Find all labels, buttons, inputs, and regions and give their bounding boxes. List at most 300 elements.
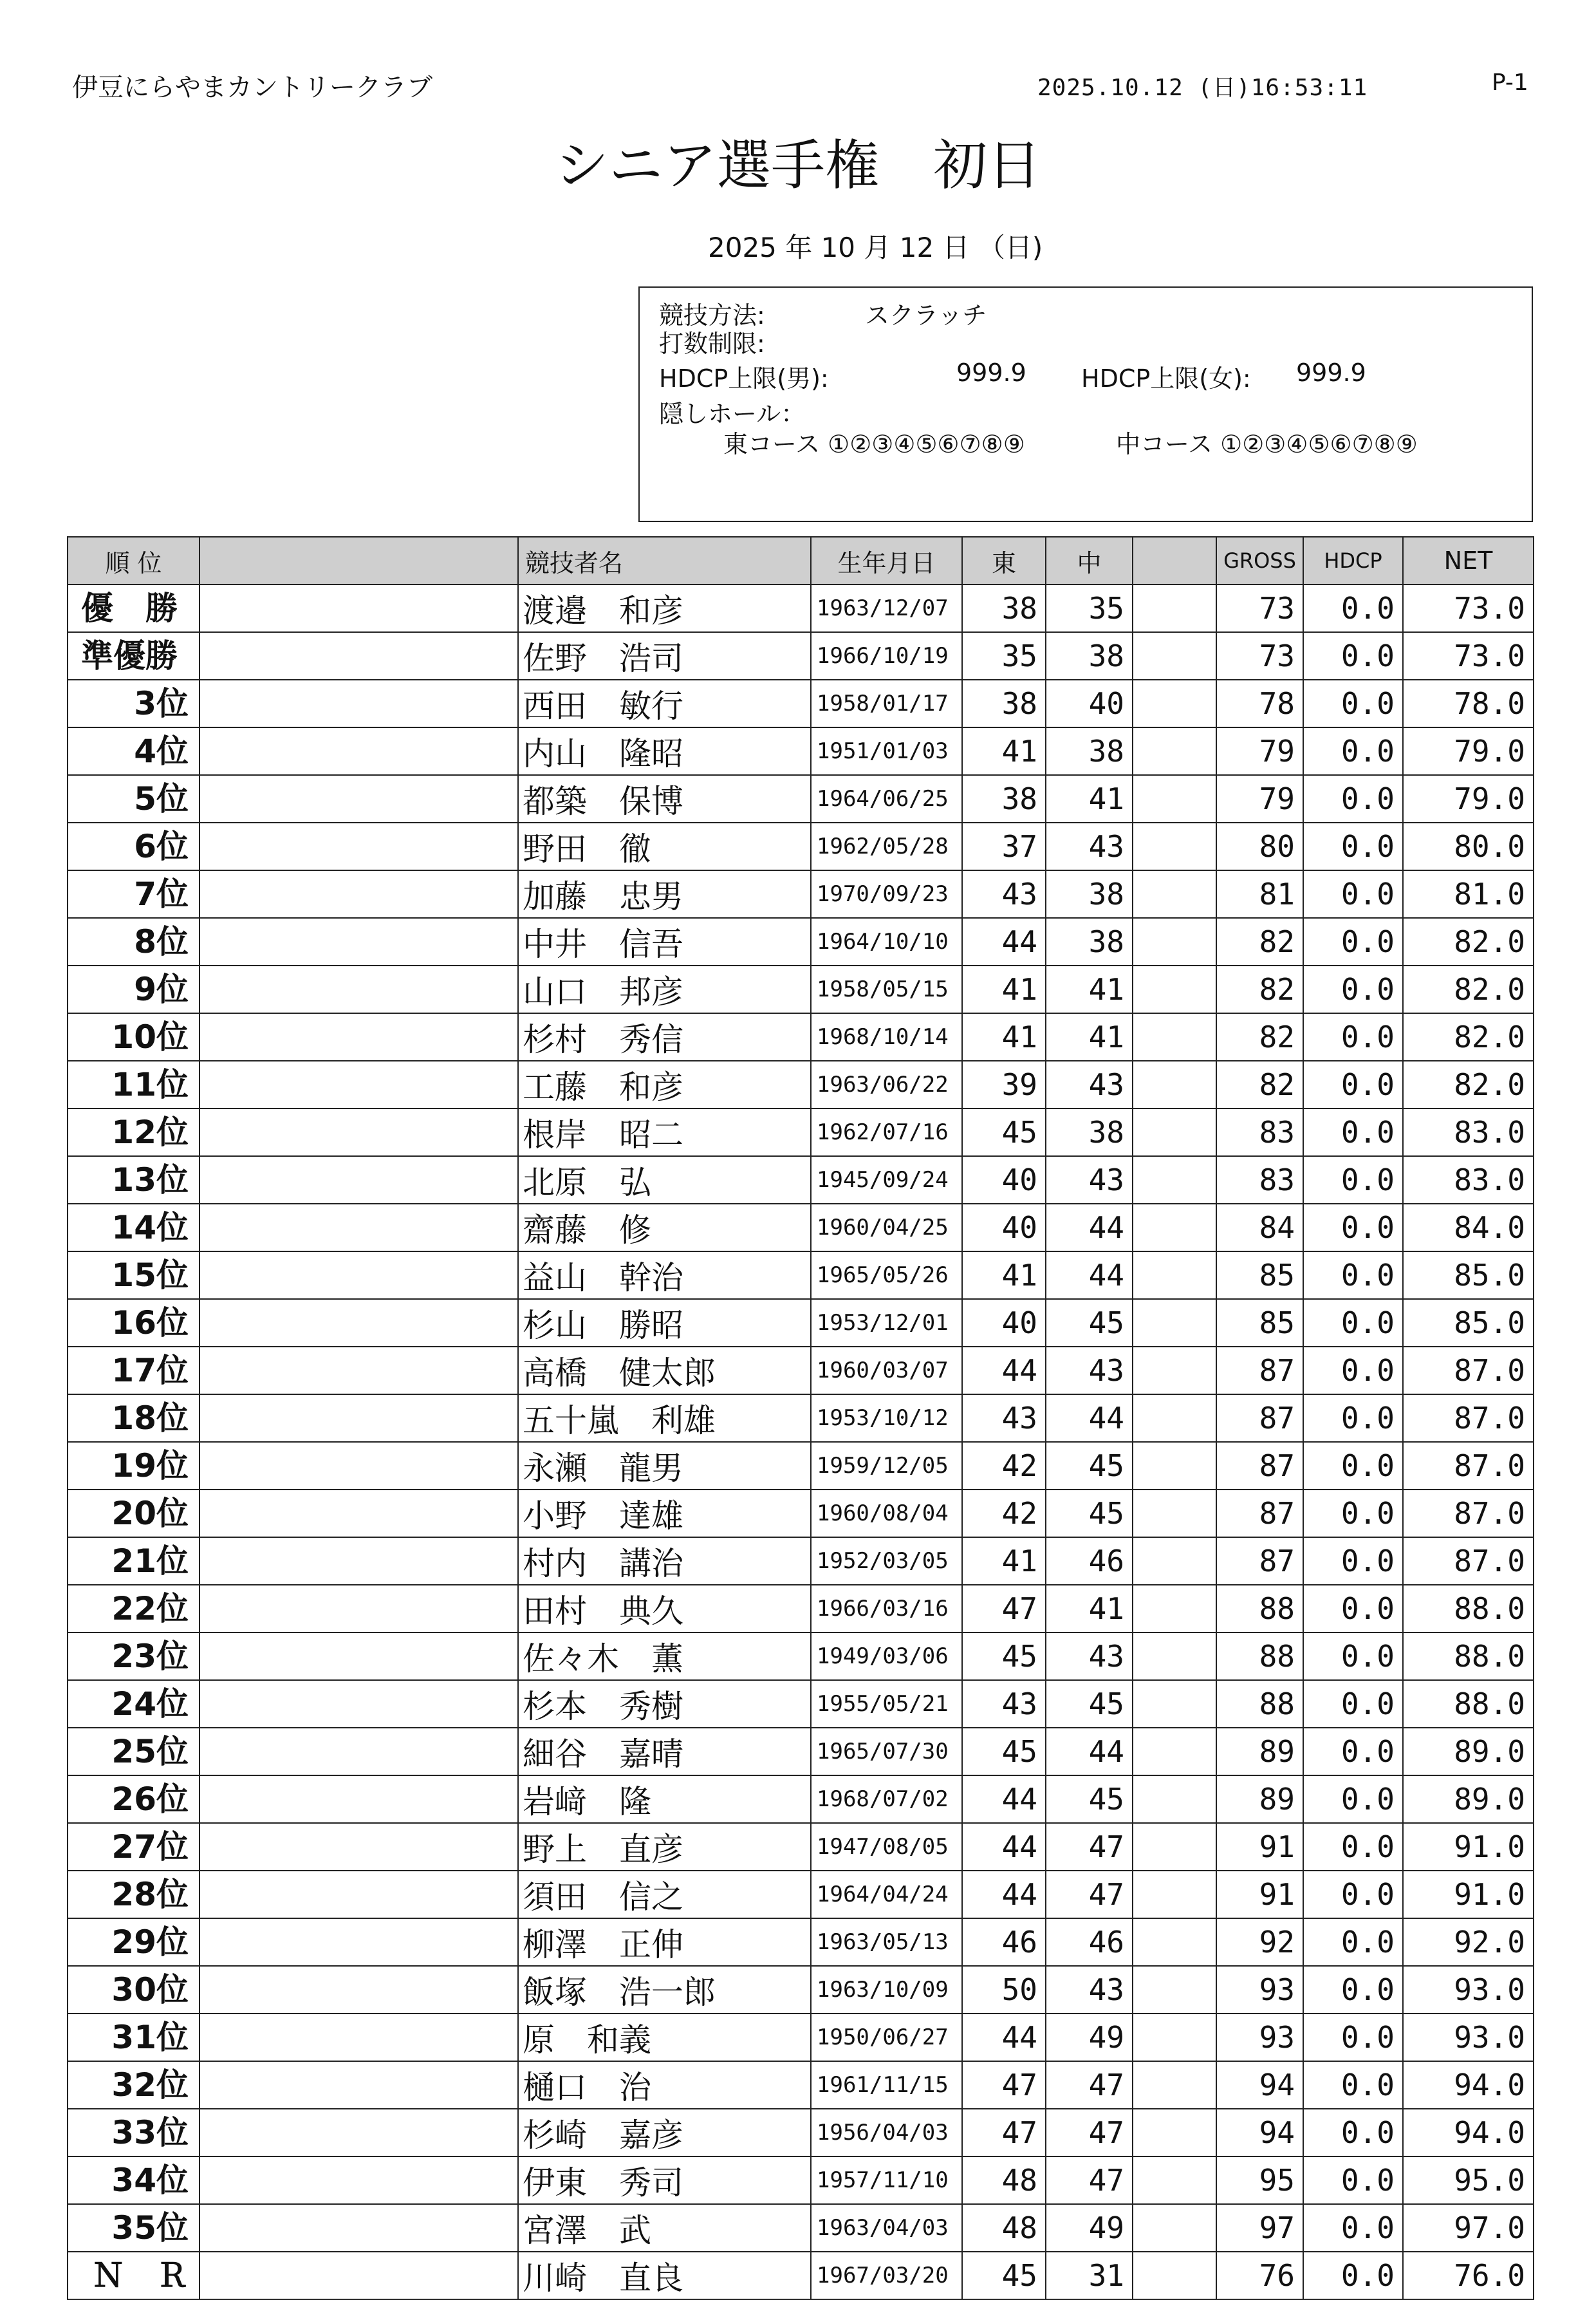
net-score: 84.0: [1403, 1204, 1534, 1251]
gross-score: 89: [1216, 1775, 1303, 1823]
hdcp-value: 0.0: [1303, 966, 1403, 1013]
east-score: 44: [962, 1775, 1046, 1823]
middle-score: 38: [1046, 918, 1133, 966]
middle-score: 49: [1046, 2204, 1133, 2252]
spacer-cell: [200, 2061, 518, 2109]
hdcp-value: 0.0: [1303, 2252, 1403, 2299]
hdcp-female-value: 999.9: [1296, 359, 1366, 387]
net-score: 82.0: [1403, 966, 1534, 1013]
spacer-cell: [1133, 1442, 1216, 1490]
east-score: 44: [962, 1347, 1046, 1394]
gross-score: 94: [1216, 2061, 1303, 2109]
east-score: 41: [962, 1013, 1046, 1061]
east-score: 41: [962, 966, 1046, 1013]
table-row: [68, 2204, 1534, 2252]
rank-cell: 8位: [68, 918, 200, 966]
table-row: [68, 1490, 1534, 1537]
spacer-cell: [1133, 727, 1216, 775]
spacer-cell: [200, 1966, 518, 2014]
spacer-cell: [1133, 1013, 1216, 1061]
net-score: 88.0: [1403, 1680, 1534, 1728]
gross-score: 73: [1216, 632, 1303, 680]
player-name: 山口 邦彦: [518, 966, 811, 1013]
birth-date: 1949/03/06: [811, 1632, 962, 1680]
page-title: シニア選手権 初日: [554, 134, 1041, 197]
birth-date: 1963/10/09: [811, 1966, 962, 2014]
spacer-cell: [200, 1918, 518, 1966]
rank-cell: 34位: [68, 2156, 200, 2204]
table-row: [68, 1013, 1534, 1061]
spacer-cell: [200, 1728, 518, 1775]
hdcp-value: 0.0: [1303, 2061, 1403, 2109]
hidden-holes-label: 隠しホール：: [659, 400, 806, 428]
middle-score: 43: [1046, 1632, 1133, 1680]
player-name: 伊東 秀司: [518, 2156, 811, 2204]
table-row: [68, 2252, 1534, 2299]
east-score: 45: [962, 2252, 1046, 2299]
middle-score: 45: [1046, 1680, 1133, 1728]
spacer-cell: [200, 1299, 518, 1347]
spacer-cell: [200, 1204, 518, 1251]
spacer-cell: [1133, 870, 1216, 918]
spacer-cell: [1133, 2156, 1216, 2204]
east-score: 45: [962, 1632, 1046, 1680]
rank-cell: 21位: [68, 1537, 200, 1585]
header-east: 東: [962, 537, 1046, 584]
hdcp-value: 0.0: [1303, 1823, 1403, 1871]
table-row: [68, 823, 1534, 870]
spacer-cell: [200, 1680, 518, 1728]
spacer-cell: [1133, 1871, 1216, 1918]
middle-score: 47: [1046, 2109, 1133, 2156]
east-score: 47: [962, 2109, 1046, 2156]
rank-cell: 22位: [68, 1585, 200, 1632]
birth-date: 1968/10/14: [811, 1013, 962, 1061]
birth-date: 1965/05/26: [811, 1251, 962, 1299]
middle-score: 45: [1046, 1299, 1133, 1347]
club-name: 伊豆にらやまカントリークラブ: [72, 73, 432, 102]
birth-date: 1953/12/01: [811, 1299, 962, 1347]
player-name: 川崎 直良: [518, 2252, 811, 2299]
player-name: 杉山 勝昭: [518, 1299, 811, 1347]
player-name: 佐野 浩司: [518, 632, 811, 680]
spacer-cell: [1133, 1918, 1216, 1966]
east-score: 47: [962, 2061, 1046, 2109]
stroke-limit-label: 打数制限:: [659, 330, 765, 358]
net-score: 83.0: [1403, 1108, 1534, 1156]
net-score: 87.0: [1403, 1442, 1534, 1490]
gross-score: 83: [1216, 1156, 1303, 1204]
player-name: 宮澤 武: [518, 2204, 811, 2252]
gross-score: 94: [1216, 2109, 1303, 2156]
rank-cell: 28位: [68, 1871, 200, 1918]
spacer-cell: [1133, 632, 1216, 680]
spacer-cell: [200, 1871, 518, 1918]
birth-date: 1955/05/21: [811, 1680, 962, 1728]
spacer-cell: [1133, 775, 1216, 823]
birth-date: 1945/09/24: [811, 1156, 962, 1204]
table-row: [68, 1728, 1534, 1775]
rank-cell: 19位: [68, 1442, 200, 1490]
spacer-cell: [200, 727, 518, 775]
net-score: 92.0: [1403, 1918, 1534, 1966]
gross-score: 73: [1216, 584, 1303, 632]
spacer-cell: [1133, 1061, 1216, 1108]
spacer-cell: [200, 1442, 518, 1490]
birth-date: 1947/08/05: [811, 1823, 962, 1871]
rank-cell: 4位: [68, 727, 200, 775]
net-score: 88.0: [1403, 1585, 1534, 1632]
spacer-cell: [1133, 2061, 1216, 2109]
hdcp-value: 0.0: [1303, 2204, 1403, 2252]
rank-cell: 35位: [68, 2204, 200, 2252]
net-score: 95.0: [1403, 2156, 1534, 2204]
gross-score: 80: [1216, 823, 1303, 870]
birth-date: 1963/06/22: [811, 1061, 962, 1108]
gross-score: 91: [1216, 1823, 1303, 1871]
net-score: 88.0: [1403, 1632, 1534, 1680]
hdcp-value: 0.0: [1303, 1347, 1403, 1394]
competition-info-box: [638, 286, 1533, 522]
middle-course-holes: 中コース ①②③④⑤⑥⑦⑧⑨: [1116, 430, 1418, 458]
middle-score: 44: [1046, 1394, 1133, 1442]
east-score: 44: [962, 918, 1046, 966]
birth-date: 1967/03/20: [811, 2252, 962, 2299]
spacer-cell: [200, 680, 518, 727]
spacer-cell: [200, 823, 518, 870]
net-score: 78.0: [1403, 680, 1534, 727]
gross-score: 87: [1216, 1347, 1303, 1394]
net-score: 93.0: [1403, 1966, 1534, 2014]
east-score: 39: [962, 1061, 1046, 1108]
rank-cell: 準優勝: [68, 632, 200, 680]
hdcp-value: 0.0: [1303, 727, 1403, 775]
middle-score: 35: [1046, 584, 1133, 632]
hdcp-value: 0.0: [1303, 1537, 1403, 1585]
net-score: 79.0: [1403, 775, 1534, 823]
east-score: 44: [962, 1871, 1046, 1918]
east-score: 43: [962, 1394, 1046, 1442]
gross-score: 87: [1216, 1537, 1303, 1585]
spacer-cell: [200, 2204, 518, 2252]
hdcp-female-label: HDCP上限(女):: [1081, 364, 1251, 393]
hdcp-value: 0.0: [1303, 1156, 1403, 1204]
rank-cell: 16位: [68, 1299, 200, 1347]
gross-score: 85: [1216, 1299, 1303, 1347]
spacer-cell: [200, 1585, 518, 1632]
results-table: [67, 536, 1534, 2300]
middle-score: 38: [1046, 632, 1133, 680]
hdcp-value: 0.0: [1303, 1632, 1403, 1680]
hdcp-value: 0.0: [1303, 2109, 1403, 2156]
rank-cell: 3位: [68, 680, 200, 727]
spacer-cell: [1133, 1490, 1216, 1537]
net-score: 91.0: [1403, 1823, 1534, 1871]
hdcp-value: 0.0: [1303, 1299, 1403, 1347]
player-name: 原 和義: [518, 2014, 811, 2061]
gross-score: 82: [1216, 1013, 1303, 1061]
rank-cell: 5位: [68, 775, 200, 823]
net-score: 80.0: [1403, 823, 1534, 870]
east-score: 47: [962, 1585, 1046, 1632]
spacer-cell: [200, 1156, 518, 1204]
table-row: [68, 1156, 1534, 1204]
player-name: 佐々木 薫: [518, 1632, 811, 1680]
spacer-cell: [200, 1347, 518, 1394]
table-row: [68, 2014, 1534, 2061]
spacer-cell: [1133, 1394, 1216, 1442]
gross-score: 83: [1216, 1108, 1303, 1156]
player-name: 高橋 健太郎: [518, 1347, 811, 1394]
spacer-cell: [200, 1013, 518, 1061]
table-row: [68, 1680, 1534, 1728]
header-net: NET: [1403, 537, 1534, 584]
net-score: 82.0: [1403, 1013, 1534, 1061]
table-row: [68, 1251, 1534, 1299]
table-row: [68, 1966, 1534, 2014]
net-score: 83.0: [1403, 1156, 1534, 1204]
hdcp-value: 0.0: [1303, 1490, 1403, 1537]
gross-score: 76: [1216, 2252, 1303, 2299]
gross-score: 78: [1216, 680, 1303, 727]
hdcp-value: 0.0: [1303, 2156, 1403, 2204]
spacer-cell: [1133, 1347, 1216, 1394]
player-name: 益山 幹治: [518, 1251, 811, 1299]
gross-score: 82: [1216, 918, 1303, 966]
rank-cell: 23位: [68, 1632, 200, 1680]
middle-score: 38: [1046, 1108, 1133, 1156]
gross-score: 88: [1216, 1680, 1303, 1728]
gross-score: 89: [1216, 1728, 1303, 1775]
middle-score: 38: [1046, 727, 1133, 775]
birth-date: 1953/10/12: [811, 1394, 962, 1442]
east-score: 35: [962, 632, 1046, 680]
player-name: 樋口 治: [518, 2061, 811, 2109]
player-name: 細谷 嘉晴: [518, 1728, 811, 1775]
player-name: 小野 達雄: [518, 1490, 811, 1537]
east-score: 45: [962, 1108, 1046, 1156]
spacer-cell: [1133, 680, 1216, 727]
spacer-cell: [1133, 2204, 1216, 2252]
header-rank: 順 位: [68, 537, 200, 584]
rank-cell: 15位: [68, 1251, 200, 1299]
table-row: [68, 1585, 1534, 1632]
table-row: [68, 680, 1534, 727]
table-row: [68, 870, 1534, 918]
east-score: 48: [962, 2204, 1046, 2252]
player-name: 根岸 昭二: [518, 1108, 811, 1156]
birth-date: 1965/07/30: [811, 1728, 962, 1775]
middle-score: 45: [1046, 1490, 1133, 1537]
hdcp-male-label: HDCP上限(男):: [659, 364, 829, 393]
table-row: [68, 584, 1534, 632]
player-name: 五十嵐 利雄: [518, 1394, 811, 1442]
rank-cell: 29位: [68, 1918, 200, 1966]
gross-score: 84: [1216, 1204, 1303, 1251]
net-score: 85.0: [1403, 1251, 1534, 1299]
spacer-cell: [1133, 823, 1216, 870]
player-name: 田村 典久: [518, 1585, 811, 1632]
net-score: 94.0: [1403, 2109, 1534, 2156]
gross-score: 79: [1216, 775, 1303, 823]
spacer-cell: [1133, 1204, 1216, 1251]
middle-score: 40: [1046, 680, 1133, 727]
table-row: [68, 1823, 1534, 1871]
east-score: 41: [962, 1537, 1046, 1585]
middle-score: 38: [1046, 870, 1133, 918]
rank-cell: 20位: [68, 1490, 200, 1537]
hdcp-value: 0.0: [1303, 823, 1403, 870]
player-name: 中井 信吾: [518, 918, 811, 966]
table-row: [68, 1632, 1534, 1680]
rank-cell: 30位: [68, 1966, 200, 2014]
birth-date: 1958/01/17: [811, 680, 962, 727]
gross-score: 87: [1216, 1394, 1303, 1442]
east-score: 41: [962, 727, 1046, 775]
rank-cell: 27位: [68, 1823, 200, 1871]
hdcp-value: 0.0: [1303, 584, 1403, 632]
spacer-cell: [200, 1251, 518, 1299]
spacer-cell: [200, 584, 518, 632]
middle-score: 47: [1046, 2061, 1133, 2109]
gross-score: 93: [1216, 2014, 1303, 2061]
hdcp-value: 0.0: [1303, 1394, 1403, 1442]
birth-date: 1966/10/19: [811, 632, 962, 680]
spacer-cell: [200, 1061, 518, 1108]
net-score: 97.0: [1403, 2204, 1534, 2252]
gross-score: 88: [1216, 1632, 1303, 1680]
net-score: 87.0: [1403, 1537, 1534, 1585]
middle-score: 43: [1046, 1061, 1133, 1108]
net-score: 89.0: [1403, 1775, 1534, 1823]
east-score: 40: [962, 1156, 1046, 1204]
table-row: [68, 1442, 1534, 1490]
east-score: 38: [962, 775, 1046, 823]
hdcp-value: 0.0: [1303, 1728, 1403, 1775]
spacer-cell: [200, 1490, 518, 1537]
birth-date: 1964/06/25: [811, 775, 962, 823]
spacer-cell: [1133, 2252, 1216, 2299]
header-gross: GROSS: [1216, 537, 1303, 584]
table-header-row: [68, 537, 1534, 584]
gross-score: 79: [1216, 727, 1303, 775]
spacer-cell: [200, 1823, 518, 1871]
spacer-cell: [200, 1394, 518, 1442]
player-name: 都築 保博: [518, 775, 811, 823]
spacer-cell: [200, 918, 518, 966]
spacer-cell: [200, 2109, 518, 2156]
net-score: 81.0: [1403, 870, 1534, 918]
header-birth: 生年月日: [811, 537, 962, 584]
header-name: 競技者名: [518, 537, 811, 584]
east-score: 37: [962, 823, 1046, 870]
table-row: [68, 1061, 1534, 1108]
header-spacer-2: [1133, 537, 1216, 584]
table-row: [68, 918, 1534, 966]
birth-date: 1963/05/13: [811, 1918, 962, 1966]
hdcp-value: 0.0: [1303, 680, 1403, 727]
rank-cell: 9位: [68, 966, 200, 1013]
east-score: 38: [962, 680, 1046, 727]
birth-date: 1960/08/04: [811, 1490, 962, 1537]
rank-cell: 25位: [68, 1728, 200, 1775]
spacer-cell: [200, 2252, 518, 2299]
east-score: 41: [962, 1251, 1046, 1299]
spacer-cell: [200, 1632, 518, 1680]
east-score: 45: [962, 1728, 1046, 1775]
table-row: [68, 1775, 1534, 1823]
birth-date: 1964/10/10: [811, 918, 962, 966]
method-label: 競技方法:: [659, 301, 765, 330]
player-name: 須田 信之: [518, 1871, 811, 1918]
rank-cell: 7位: [68, 870, 200, 918]
rank-cell: 26位: [68, 1775, 200, 1823]
gross-score: 97: [1216, 2204, 1303, 2252]
hdcp-value: 0.0: [1303, 1966, 1403, 2014]
results-body: [68, 584, 1534, 2299]
player-name: 杉崎 嘉彦: [518, 2109, 811, 2156]
gross-score: 82: [1216, 1061, 1303, 1108]
spacer-cell: [1133, 1251, 1216, 1299]
table-row: [68, 966, 1534, 1013]
gross-score: 87: [1216, 1442, 1303, 1490]
birth-date: 1956/04/03: [811, 2109, 962, 2156]
player-name: 岩﨑 隆: [518, 1775, 811, 1823]
net-score: 94.0: [1403, 2061, 1534, 2109]
player-name: 杉村 秀信: [518, 1013, 811, 1061]
spacer-cell: [1133, 584, 1216, 632]
middle-score: 45: [1046, 1442, 1133, 1490]
middle-score: 41: [1046, 1013, 1133, 1061]
birth-date: 1964/04/24: [811, 1871, 962, 1918]
middle-score: 47: [1046, 1871, 1133, 1918]
table-row: [68, 2109, 1534, 2156]
table-row: [68, 1537, 1534, 1585]
player-name: 野上 直彦: [518, 1823, 811, 1871]
spacer-cell: [200, 870, 518, 918]
net-score: 87.0: [1403, 1490, 1534, 1537]
spacer-cell: [1133, 2109, 1216, 2156]
table-row: [68, 2156, 1534, 2204]
east-score: 42: [962, 1490, 1046, 1537]
rank-cell: 32位: [68, 2061, 200, 2109]
spacer-cell: [200, 1108, 518, 1156]
birth-date: 1959/12/05: [811, 1442, 962, 1490]
player-name: 渡邉 和彦: [518, 584, 811, 632]
middle-score: 46: [1046, 1537, 1133, 1585]
net-score: 87.0: [1403, 1347, 1534, 1394]
net-score: 82.0: [1403, 1061, 1534, 1108]
net-score: 91.0: [1403, 1871, 1534, 1918]
rank-cell: 14位: [68, 1204, 200, 1251]
net-score: 73.0: [1403, 584, 1534, 632]
hdcp-value: 0.0: [1303, 1680, 1403, 1728]
middle-score: 31: [1046, 2252, 1133, 2299]
middle-score: 41: [1046, 966, 1133, 1013]
hdcp-value: 0.0: [1303, 1013, 1403, 1061]
spacer-cell: [1133, 1966, 1216, 2014]
net-score: 93.0: [1403, 2014, 1534, 2061]
rank-cell: 優 勝: [68, 584, 200, 632]
spacer-cell: [200, 2156, 518, 2204]
table-row: [68, 632, 1534, 680]
gross-score: 88: [1216, 1585, 1303, 1632]
spacer-cell: [200, 632, 518, 680]
player-name: 柳澤 正伸: [518, 1918, 811, 1966]
birth-date: 1963/04/03: [811, 2204, 962, 2252]
table-row: [68, 1108, 1534, 1156]
middle-score: 43: [1046, 1966, 1133, 2014]
